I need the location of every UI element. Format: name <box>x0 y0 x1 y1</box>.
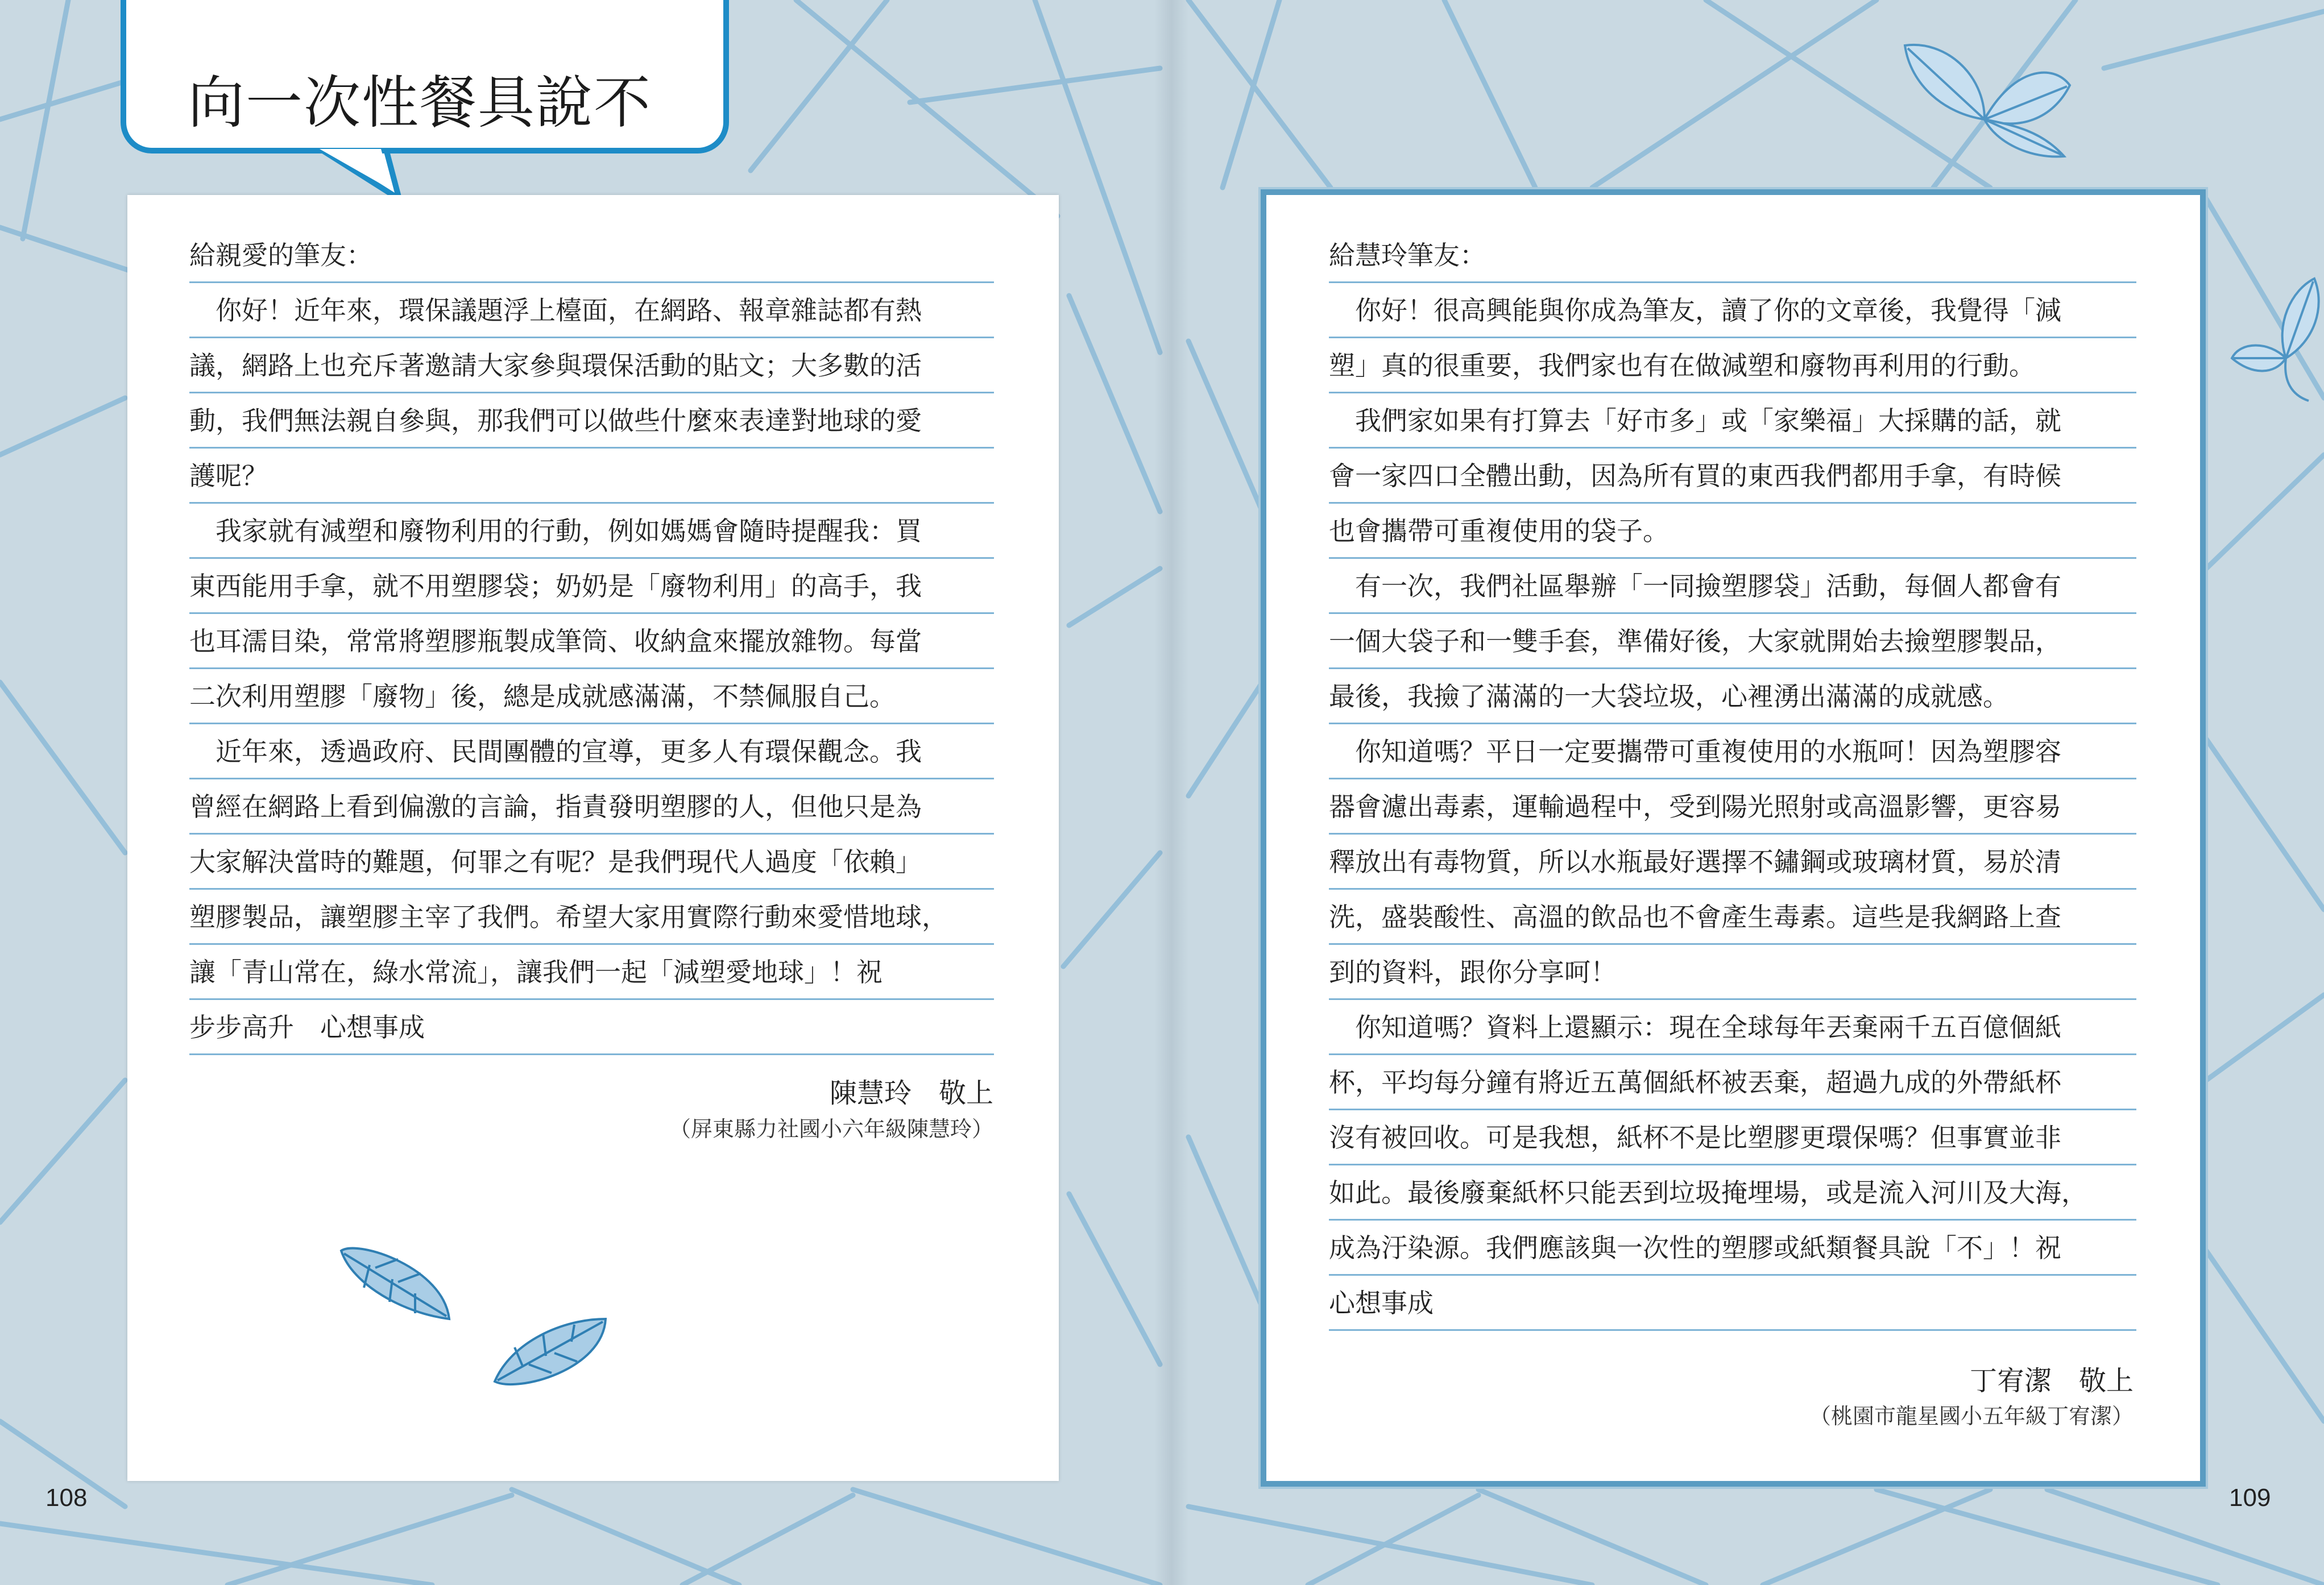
letter-line <box>189 835 994 890</box>
letter-line <box>1329 669 2136 724</box>
letter-line <box>189 504 994 559</box>
letter-line <box>1329 779 2136 835</box>
letter-text: 也耳濡目染，常常將塑膠瓶製成筆筒、收納盒來擺放雜物。每當 <box>189 626 922 657</box>
letter-text: 塑」真的很重要，我們家也有在做減塑和廢物再利用的行動。 <box>1329 350 2035 381</box>
letter-line <box>189 559 994 614</box>
letter-text: 會一家四口全體出動，因為所有買的東西我們都用手拿，有時候 <box>1329 460 2061 491</box>
letter-line <box>1329 724 2136 779</box>
letter-text: 你好！很高興能與你成為筆友，讀了你的文章後，我覺得「減 <box>1329 295 2061 326</box>
letter-text: 有一次，我們社區舉辦「一同撿塑膠袋」活動，每個人都會有 <box>1329 571 2061 601</box>
letter-text: 也會攜帶可重複使用的袋子。 <box>1329 516 1669 546</box>
letter-text: 一個大袋子和一雙手套，準備好後，大家就開始去撿塑膠製品， <box>1329 626 2061 657</box>
letter-line <box>1329 1110 2136 1165</box>
left-author-note: （屏東縣力社國小六年級陳慧玲） <box>669 1117 993 1142</box>
letter-text: 如此。最後廢棄紙杯只能丟到垃圾掩埋場，或是流入河川及大海， <box>1329 1177 2087 1208</box>
letter-text: 洗，盛裝酸性、高溫的飲品也不會產生毒素。這些是我網路上查 <box>1329 902 2061 932</box>
letter-text: 到的資料，跟你分享呵！ <box>1329 957 1617 987</box>
letter-text: 議，網路上也充斥著邀請大家參與環保活動的貼文；大多數的活 <box>189 350 922 381</box>
letter-text: 沒有被回收。可是我想，紙杯不是比塑膠更環保嗎？但事實並非 <box>1329 1122 2061 1153</box>
letter-line <box>189 724 994 779</box>
letter-line <box>1329 1221 2136 1276</box>
letter-text: 二次利用塑膠「廢物」後，總是成就感滿滿，不禁佩服自己。 <box>189 681 896 712</box>
letter-text: 心想事成 <box>1329 1288 1434 1318</box>
letter-line <box>189 449 994 504</box>
letter-text: 近年來，透過政府、民間團體的宣導，更多人有環保觀念。我 <box>189 736 922 767</box>
letter-text: 器會濾出毒素，運輸過程中，受到陽光照射或高溫影響，更容易 <box>1329 791 2061 822</box>
letter-line <box>1329 504 2136 559</box>
letter-line <box>189 1000 994 1055</box>
letter-line <box>189 890 994 945</box>
letter-text: 東西能用手拿，就不用塑膠袋；奶奶是「廢物利用」的高手，我 <box>189 571 922 601</box>
letter-line <box>189 779 994 835</box>
letter-text: 你好！近年來，環保議題浮上檯面，在網路、報章雜誌都有熱 <box>189 295 922 326</box>
letter-line <box>1329 835 2136 890</box>
leaf-icon <box>489 1308 614 1393</box>
letter-line <box>189 945 994 1000</box>
letter-text: 我們家如果有打算去「好市多」或「家樂福」大採購的話，就 <box>1329 405 2061 436</box>
letter-text: 成為汙染源。我們應該與一次性的塑膠或紙類餐具說「不」！祝 <box>1329 1233 2061 1263</box>
letter-line <box>189 283 994 338</box>
letter-text: 你知道嗎？平日一定要攜帶可重複使用的水瓶呵！因為塑膠容 <box>1329 736 2061 767</box>
letter-line <box>1329 338 2136 393</box>
letter-line <box>189 338 994 393</box>
page-number-right: 109 <box>2229 1484 2271 1512</box>
greeting: 給慧玲筆友： <box>1329 240 1486 271</box>
letter-text: 護呢？ <box>189 460 268 491</box>
letter-line <box>189 614 994 669</box>
greeting: 給親愛的筆友： <box>189 240 372 271</box>
page-title: 向一次性餐具說不 <box>188 69 652 136</box>
leaf-icon <box>1894 34 2081 165</box>
right-signature: 丁宥潔 敬上 <box>1969 1365 2134 1397</box>
right-letter-body <box>1329 228 2136 1331</box>
letter-line <box>189 228 994 283</box>
letter-text: 塑膠製品，讓塑膠主宰了我們。希望大家用實際行動來愛惜地球， <box>189 902 948 932</box>
letter-line <box>1329 1055 2136 1110</box>
letter-line <box>1329 1000 2136 1055</box>
letter-line <box>189 669 994 724</box>
letter-text: 動，我們無法親自參與，那我們可以做些什麼來表達對地球的愛 <box>189 405 922 436</box>
right-author-note: （桃園市龍星國小五年級丁宥潔） <box>1809 1404 2134 1429</box>
letter-line <box>1329 228 2136 283</box>
letter-text: 大家解決當時的難題，何罪之有呢？是我們現代人過度「依賴」 <box>189 847 922 877</box>
letter-line <box>189 393 994 449</box>
letter-line <box>1329 945 2136 1000</box>
letter-text: 曾經在網路上看到偏激的言論，指責發明塑膠的人，但他只是為 <box>189 791 922 822</box>
letter-line <box>1329 393 2136 449</box>
letter-line <box>1329 1165 2136 1221</box>
letter-text: 杯，平均每分鐘有將近五萬個紙杯被丟棄，超過九成的外帶紙杯 <box>1329 1067 2061 1098</box>
left-letter-body <box>189 228 994 1055</box>
letter-line <box>1329 449 2136 504</box>
letter-line <box>1329 559 2136 614</box>
book-gutter <box>1154 0 1188 1585</box>
letter-line <box>1329 890 2136 945</box>
left-signature: 陳慧玲 敬上 <box>829 1077 993 1109</box>
letter-text: 步步高升 心想事成 <box>189 1012 425 1043</box>
page-number-left: 108 <box>45 1484 88 1512</box>
letter-line <box>1329 283 2136 338</box>
letter-line <box>1329 614 2136 669</box>
leaf-icon <box>335 1234 461 1330</box>
letter-line <box>1329 1276 2136 1331</box>
letter-text: 你知道嗎？資料上還顯示：現在全球每年丟棄兩千五百億個紙 <box>1329 1012 2061 1043</box>
letter-text: 釋放出有毒物質，所以水瓶最好選擇不鏽鋼或玻璃材質，易於清 <box>1329 847 2061 877</box>
letter-text: 讓「青山常在，綠水常流」，讓我們一起「減塑愛地球」！祝 <box>189 957 883 987</box>
letter-text: 最後，我撿了滿滿的一大袋垃圾，心裡湧出滿滿的成就感。 <box>1329 681 2009 712</box>
letter-text: 我家就有減塑和廢物利用的行動，例如媽媽會隨時提醒我：買 <box>189 516 922 546</box>
leaf-icon <box>2229 273 2324 404</box>
